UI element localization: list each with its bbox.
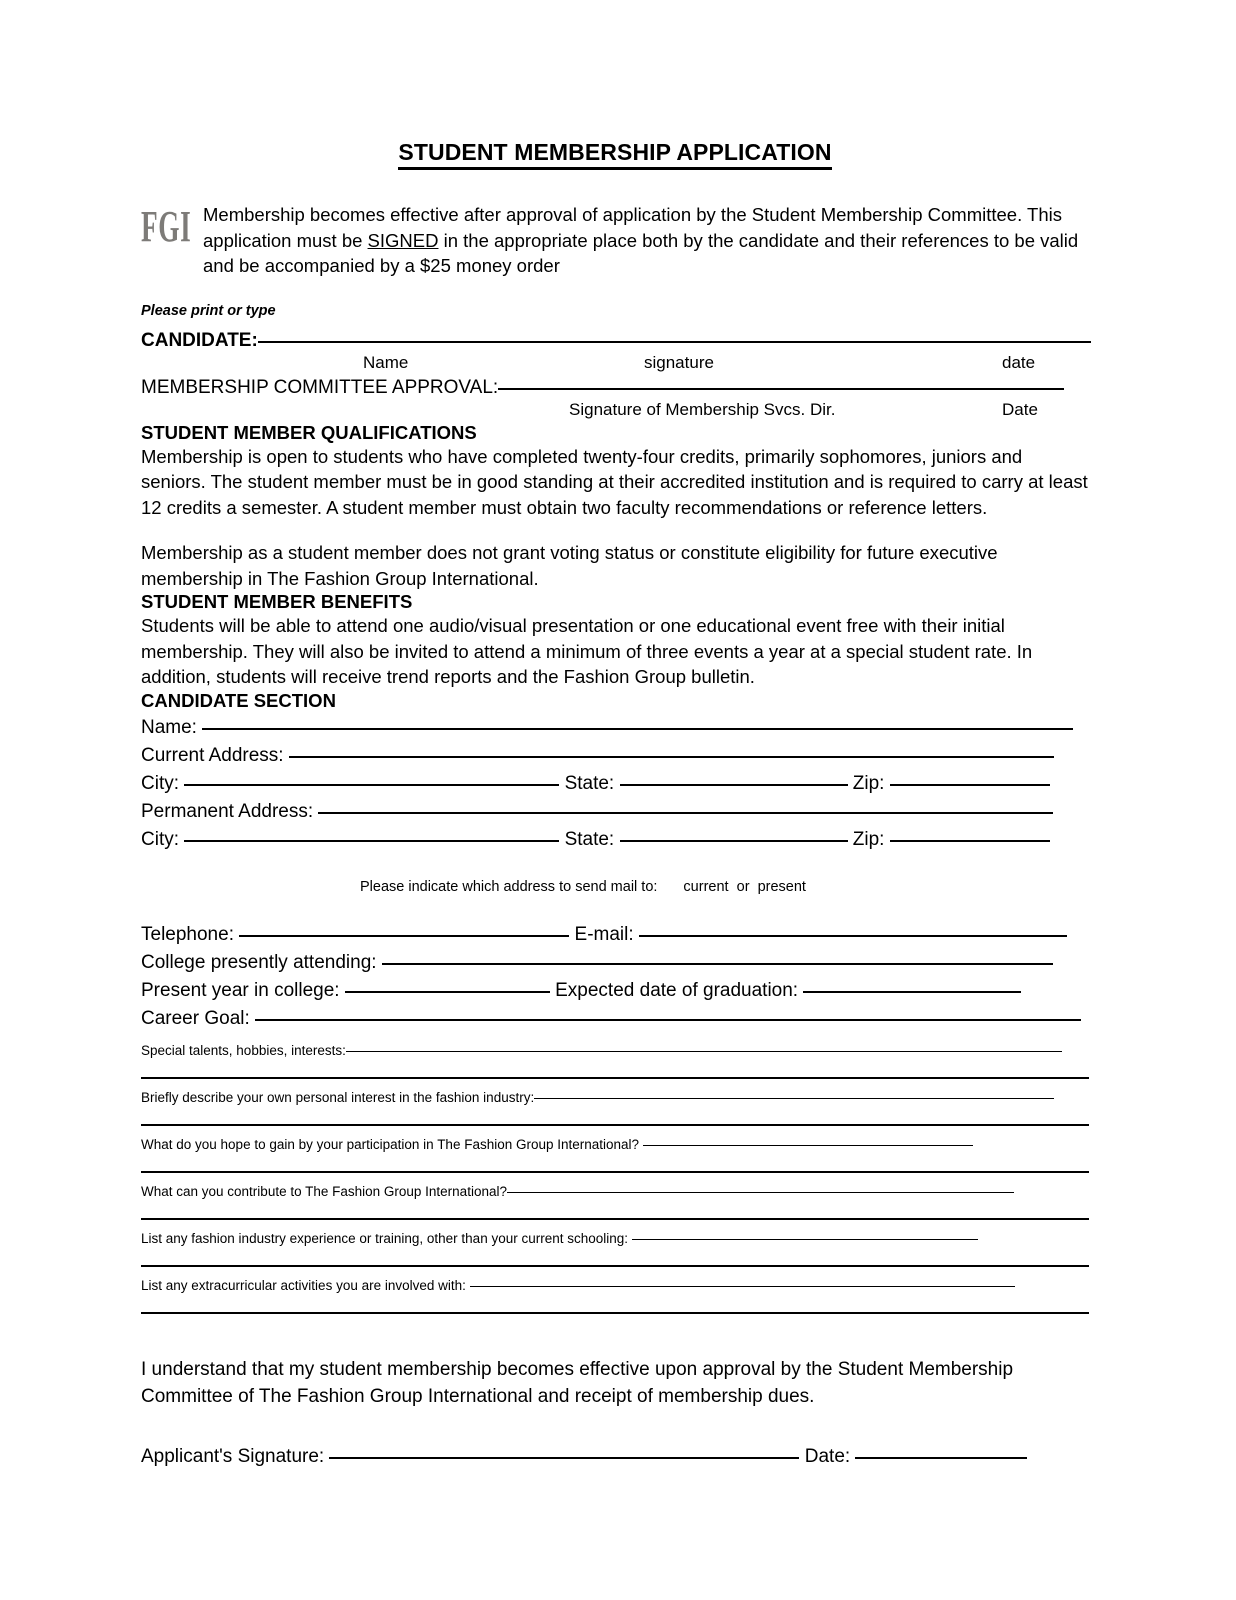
state-input-blank[interactable] — [620, 784, 848, 786]
field-row-year-graduation — [141, 977, 1089, 1004]
contribute-input-blank[interactable] — [507, 1192, 1014, 1193]
career-goal-input-blank[interactable] — [255, 1019, 1081, 1021]
intro-block — [141, 202, 1089, 279]
applicant-signature-label: Applicant's Signature: — [141, 1445, 325, 1467]
personal-interest-label: Briefly describe your own personal interest in the fashion industry: — [141, 1089, 535, 1105]
candidate-label: CANDIDATE: — [141, 329, 258, 351]
intro-text-part2: in the appropriate place both by the candidate and their references to be valid and be accompanied by a $25 money order — [203, 229, 1079, 276]
intro-signed-emphasis: SIGNED — [367, 229, 439, 251]
candidate-section-heading: CANDIDATE SECTION — [141, 689, 336, 711]
city2-label: City: — [141, 828, 179, 850]
extracurricular-input-blank[interactable] — [470, 1286, 1015, 1287]
email-input-blank[interactable] — [639, 935, 1067, 937]
experience-continuation-rule[interactable] — [141, 1265, 1089, 1267]
contribute-label: What can you contribute to The Fashion Group International? — [141, 1183, 507, 1199]
zip2-label: Zip: — [852, 828, 885, 850]
telephone-input-blank[interactable] — [239, 935, 569, 937]
page-title — [141, 139, 1089, 166]
email-label: E-mail: — [574, 923, 634, 945]
caption-committee-signature: Signature of Membership Svcs. Dir. — [569, 399, 836, 419]
city-label: City: — [141, 772, 179, 794]
hope-to-gain-continuation-rule[interactable] — [141, 1171, 1089, 1173]
current-address-input-blank[interactable] — [289, 756, 1054, 758]
caption-committee-date: Date — [1002, 399, 1038, 419]
caption-name: Name — [363, 352, 409, 372]
zip2-input-blank[interactable] — [890, 840, 1050, 842]
state2-label: State: — [564, 828, 615, 850]
intro-text-part1: Membership becomes effective after approval of application by the Student Membership Committee. This application must be — [203, 204, 1062, 251]
name-input-blank[interactable] — [202, 728, 1073, 730]
mail-option-current[interactable]: current — [683, 878, 729, 895]
committee-approval-label: MEMBERSHIP COMMITTEE APPROVAL: — [141, 376, 499, 398]
question-row-extracurricular — [141, 1276, 1089, 1296]
question-row-personal-interest — [141, 1088, 1089, 1108]
mail-option-present[interactable]: present — [757, 878, 806, 895]
document-content — [141, 0, 1089, 1468]
field-row-name — [141, 714, 1089, 741]
graduation-input-blank[interactable] — [803, 991, 1021, 993]
state-label: State: — [564, 772, 615, 794]
field-row-permanent-address — [141, 798, 1089, 825]
field-row-current-address — [141, 742, 1089, 769]
applicant-signature-row — [141, 1446, 1089, 1468]
personal-interest-input-blank[interactable] — [534, 1098, 1054, 1099]
permanent-address-label: Permanent Address: — [141, 800, 314, 822]
field-row-city-state-zip-1 — [141, 770, 1089, 797]
applicant-signature-blank[interactable] — [329, 1457, 799, 1459]
print-or-type-note: Please print or type — [141, 302, 276, 319]
field-row-career-goal — [141, 1005, 1089, 1032]
hope-to-gain-label: What do you hope to gain by your participation in The Fashion Group International? — [141, 1136, 640, 1152]
qualifications-heading: STUDENT MEMBER QUALIFICATIONS — [141, 421, 477, 443]
field-row-telephone-email — [141, 921, 1089, 948]
field-row-college — [141, 949, 1089, 976]
college-input-blank[interactable] — [382, 963, 1053, 965]
state2-input-blank[interactable] — [620, 840, 848, 842]
experience-label: List any fashion industry experience or training, other than your current schooling: — [141, 1230, 629, 1246]
extracurricular-continuation-rule[interactable] — [141, 1312, 1089, 1314]
extracurricular-label: List any extracurricular activities you are involved with: — [141, 1277, 466, 1293]
zip-label: Zip: — [852, 772, 885, 794]
agreement-paragraph: I understand that my student membership becomes effective upon approval by the Student Membership Committee of The Fashion Group International and receipt of membership dues. — [141, 1358, 1014, 1407]
field-row-city-state-zip-2 — [141, 826, 1089, 853]
permanent-address-input-blank[interactable] — [318, 812, 1053, 814]
question-row-experience — [141, 1229, 1089, 1249]
intro-paragraph — [203, 202, 1089, 279]
question-row-contribute — [141, 1182, 1089, 1202]
zip-input-blank[interactable] — [890, 784, 1050, 786]
fgi-logo: FGI — [141, 202, 192, 251]
city2-input-blank[interactable] — [184, 840, 559, 842]
telephone-label: Telephone: — [141, 923, 234, 945]
benefits-heading: STUDENT MEMBER BENEFITS — [141, 591, 413, 612]
mail-option-or: or — [736, 878, 750, 895]
name-label: Name: — [141, 716, 197, 738]
applicant-date-label: Date: — [804, 1445, 851, 1467]
candidate-captions — [141, 353, 1089, 375]
career-goal-label: Career Goal: — [141, 1007, 250, 1029]
year-in-college-input-blank[interactable] — [345, 991, 550, 993]
college-label: College presently attending: — [141, 951, 377, 973]
special-talents-continuation-rule[interactable] — [141, 1077, 1089, 1079]
committee-approval-row — [141, 377, 1089, 399]
current-address-label: Current Address: — [141, 744, 284, 766]
mail-note-text: Please indicate which address to send mail to: — [360, 878, 658, 895]
contribute-continuation-rule[interactable] — [141, 1218, 1089, 1220]
special-talents-label: Special talents, hobbies, interests: — [141, 1042, 346, 1058]
mail-preference-note — [141, 879, 1089, 895]
benefits-paragraph-1: Students will be able to attend one audio/visual presentation or one educational event free with their initial membership. They will also be invited to attend a minimum of three events a year at a special student rate. In addition, students will receive trend reports and the Fashion Group bulletin. — [141, 615, 1033, 687]
caption-signature: signature — [644, 352, 714, 372]
city-input-blank[interactable] — [184, 784, 559, 786]
caption-date: date — [1002, 352, 1036, 372]
special-talents-input-blank[interactable] — [346, 1051, 1062, 1052]
year-in-college-label: Present year in college: — [141, 979, 340, 1001]
qualifications-paragraph-1: Membership is open to students who have completed twenty-four credits, primarily sophomores, juniors and seniors. The student member must be in good standing at their accredited institution and is required to carry at least 12 credits a semester. A student member must obtain two faculty recommendations or reference letters. — [141, 445, 1088, 518]
applicant-date-blank[interactable] — [855, 1457, 1027, 1459]
committee-approval-blank[interactable] — [498, 388, 1064, 390]
committee-captions — [141, 400, 1089, 422]
question-row-hope-to-gain — [141, 1135, 1089, 1155]
hope-to-gain-input-blank[interactable] — [643, 1145, 973, 1146]
personal-interest-continuation-rule[interactable] — [141, 1124, 1089, 1126]
candidate-signature-row — [141, 330, 1089, 352]
experience-input-blank[interactable] — [632, 1239, 978, 1240]
question-row-special-talents — [141, 1041, 1089, 1061]
candidate-signature-blank[interactable] — [258, 341, 1091, 343]
graduation-label: Expected date of graduation: — [555, 979, 799, 1001]
page-title-text: STUDENT MEMBERSHIP APPLICATION — [398, 139, 831, 170]
qualifications-paragraph-2: Membership as a student member does not grant voting status or constitute eligibility for future executive membership in The Fashion Group International. — [141, 542, 998, 589]
